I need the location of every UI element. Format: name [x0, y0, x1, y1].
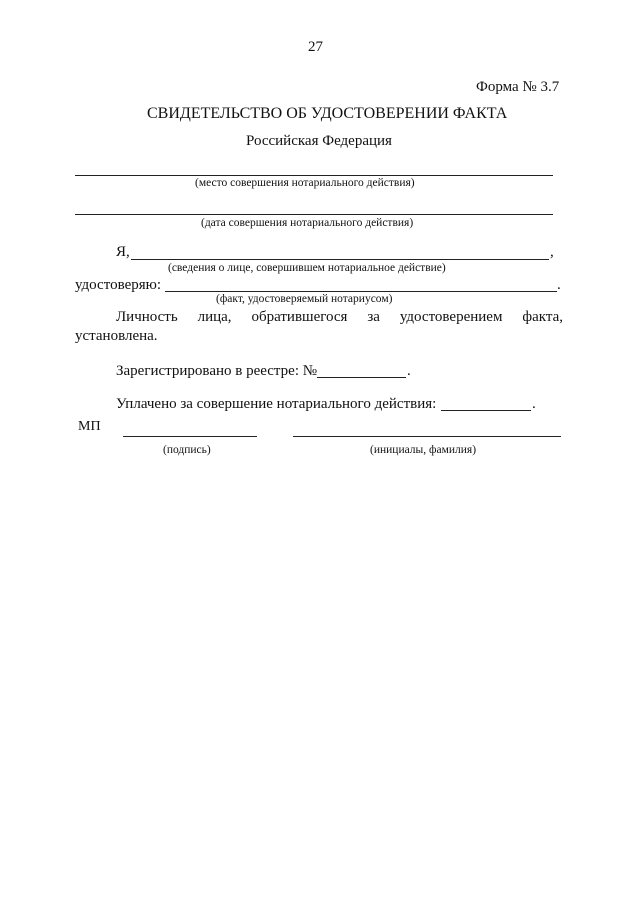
registry-suffix: . — [407, 363, 411, 379]
name-line[interactable] — [293, 436, 561, 437]
person-suffix: , — [550, 244, 554, 260]
registry-number-line[interactable] — [317, 377, 406, 378]
signature-line[interactable] — [123, 436, 257, 437]
identity-line-1 — [116, 309, 563, 326]
form-number: Форма № 3.7 — [476, 79, 560, 95]
page-number: 27 — [308, 39, 323, 55]
certify-line[interactable] — [165, 291, 557, 292]
identity-line-2: установлена. — [75, 328, 158, 344]
place-line[interactable] — [75, 175, 553, 176]
place-caption: (место совершения нотариального действия) — [195, 177, 415, 189]
date-line[interactable] — [75, 214, 553, 215]
certify-prefix: удостоверяю: — [75, 277, 162, 293]
payment-prefix: Уплачено за совершение нотариального действия: — [116, 396, 437, 412]
identity-word: обратившегося — [251, 309, 348, 325]
payment-line[interactable] — [441, 410, 531, 411]
seal-label: МП — [78, 419, 101, 434]
name-caption: (инициалы, фамилия) — [370, 444, 477, 456]
document-title: СВИДЕТЕЛЬСТВО ОБ УДОСТОВЕРЕНИИ ФАКТА — [147, 105, 508, 122]
person-line[interactable] — [131, 259, 549, 260]
payment-suffix: . — [532, 396, 536, 412]
person-prefix: Я, — [116, 244, 130, 260]
identity-word: удостоверением — [399, 309, 503, 325]
identity-word: за — [367, 309, 380, 325]
certify-suffix: . — [557, 277, 561, 293]
signature-caption: (подпись) — [163, 444, 211, 456]
document-subtitle: Российская Федерация — [246, 133, 392, 149]
person-caption: (сведения о лице, совершившем нотариальное действие) — [168, 262, 446, 274]
identity-word: лица, — [197, 309, 232, 325]
date-caption: (дата совершения нотариального действия) — [201, 217, 414, 229]
certify-caption: (факт, удостоверяемый нотариусом) — [216, 293, 393, 305]
registry-prefix: Зарегистрировано в реестре: № — [116, 363, 318, 379]
identity-word: факта, — [522, 309, 563, 325]
identity-word: Личность — [116, 309, 178, 325]
